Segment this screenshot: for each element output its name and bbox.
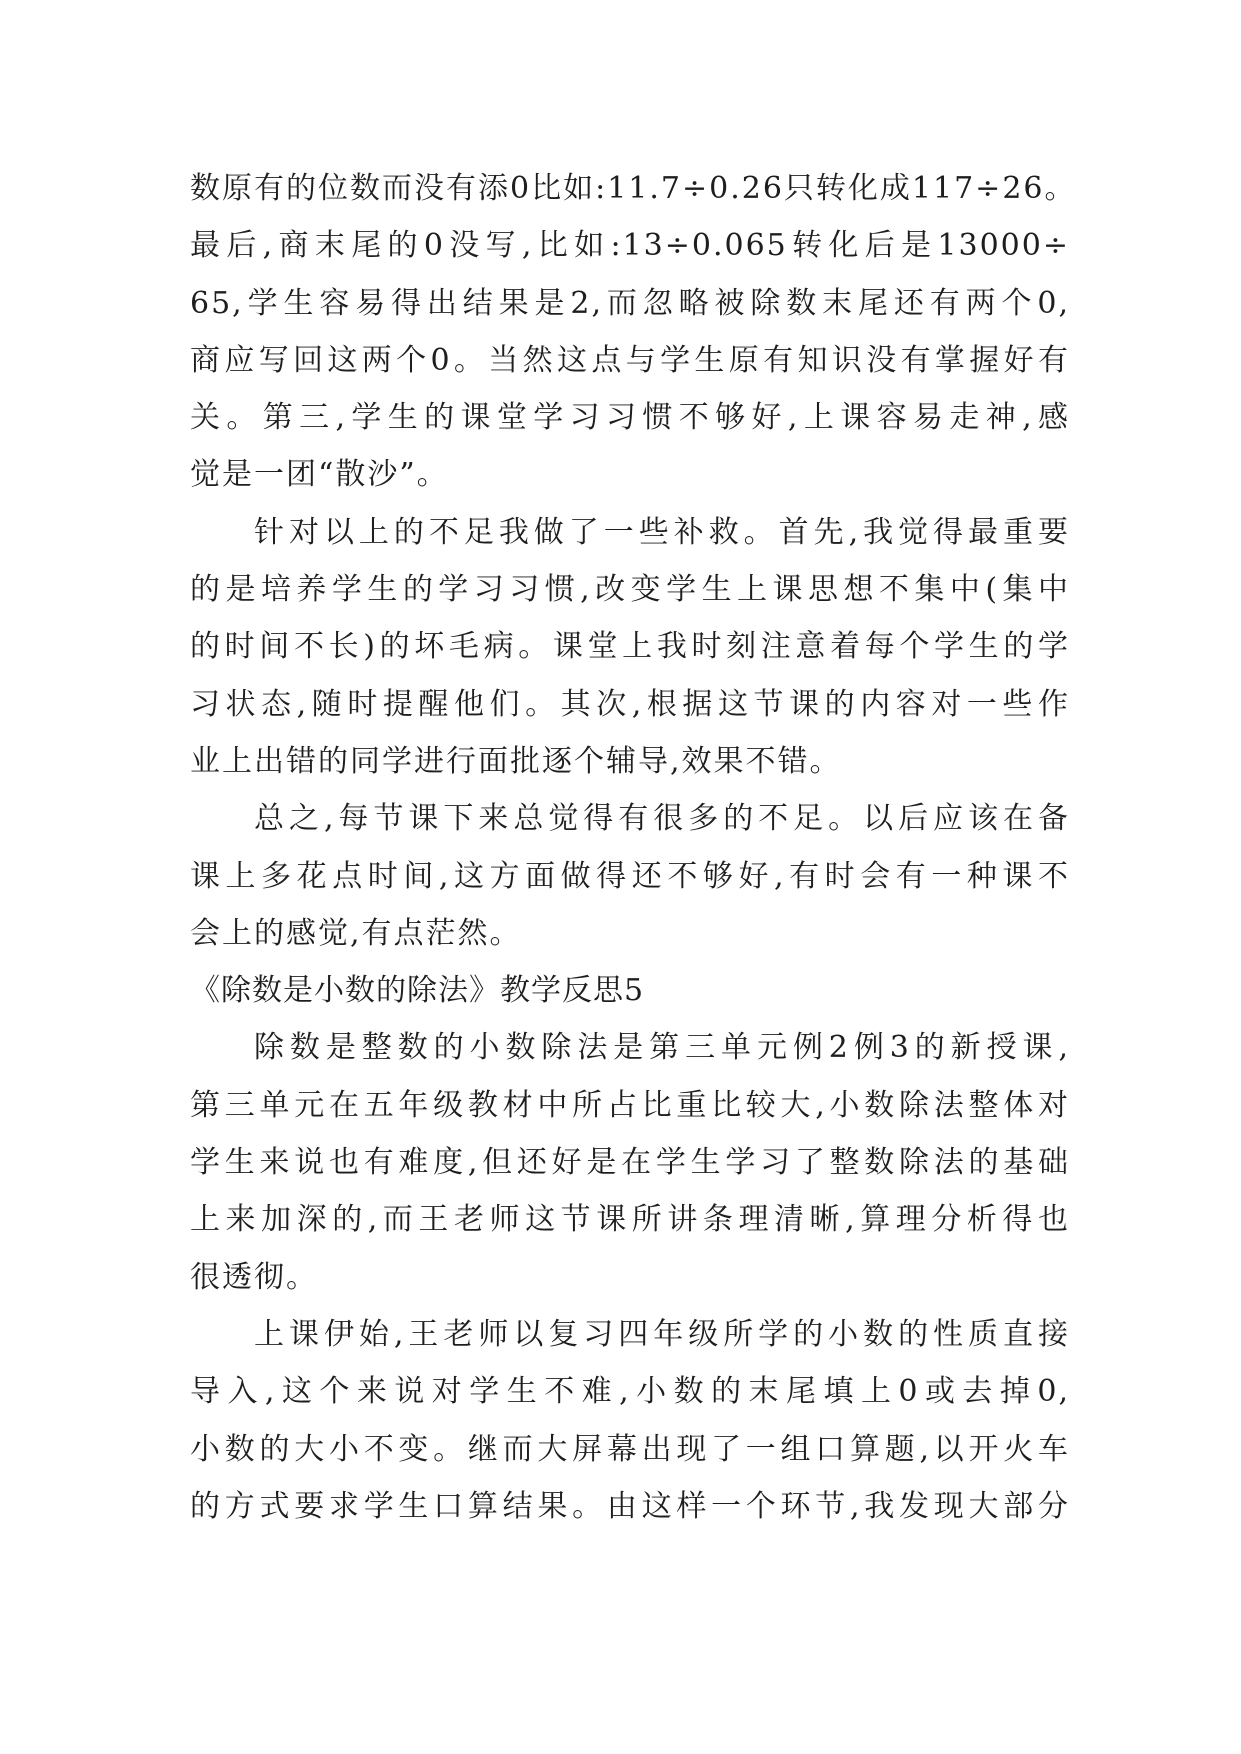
document-body [190, 160, 1077, 1535]
text-line: 除数是整数的小数除法是第三单元例2例3的新授课, [254, 1030, 1070, 1066]
text-line: 针对以上的不足我做了一些补救。首先,我觉得最重要 [254, 514, 1070, 550]
text-line: 很透彻。 [190, 1259, 318, 1295]
text-line: 第三单元在五年级教材中所占比重比较大,小数除法整体对 [190, 1087, 1070, 1123]
text-line: 商应写回这两个0。当然这点与学生原有知识没有掌握好有 [190, 342, 1070, 378]
text-line: 总之,每节课下来总觉得有很多的不足。以后应该在备 [254, 801, 1070, 837]
text-line: 习状态,随时提醒他们。其次,根据这节课的内容对一些作 [190, 686, 1070, 722]
text-line: 小数的大小不变。继而大屏幕出现了一组口算题,以开火车 [190, 1431, 1070, 1467]
text-line: 上课伊始,王老师以复习四年级所学的小数的性质直接 [254, 1316, 1070, 1352]
text-line: 的时间不长)的坏毛病。课堂上我时刻注意着每个学生的学 [190, 629, 1070, 665]
text-line: 的方式要求学生口算结果。由这样一个环节,我发现大部分 [190, 1488, 1070, 1524]
text-line: 导入,这个来说对学生不难,小数的末尾填上0或去掉0, [190, 1374, 1070, 1410]
text-line: 的是培养学生的学习习惯,改变学生上课思想不集中(集中 [190, 572, 1070, 608]
text-line: 会上的感觉,有点茫然。 [190, 915, 522, 951]
section-heading: 《除数是小数的除法》教学反思5 [190, 973, 645, 1009]
text-line: 最后,商末尾的0没写,比如:13÷0.065转化后是13000÷ [190, 228, 1070, 264]
text-line: 数原有的位数而没有添0比如:11.7÷0.26只转化成117÷26。 [190, 171, 1077, 206]
text-line: 觉是一团“散沙”。 [190, 457, 449, 493]
text-line: 65,学生容易得出结果是2,而忽略被除数末尾还有两个0, [190, 285, 1070, 321]
text-line: 上来加深的,而王老师这节课所讲条理清晰,算理分析得也 [190, 1202, 1070, 1238]
text-line: 学生来说也有难度,但还好是在学生学习了整数除法的基础 [190, 1145, 1070, 1181]
text-line: 业上出错的同学进行面批逐个辅导,效果不错。 [190, 743, 842, 779]
text-line: 课上多花点时间,这方面做得还不够好,有时会有一种课不 [190, 858, 1070, 894]
text-line: 关。第三,学生的课堂学习习惯不够好,上课容易走神,感 [190, 400, 1070, 436]
